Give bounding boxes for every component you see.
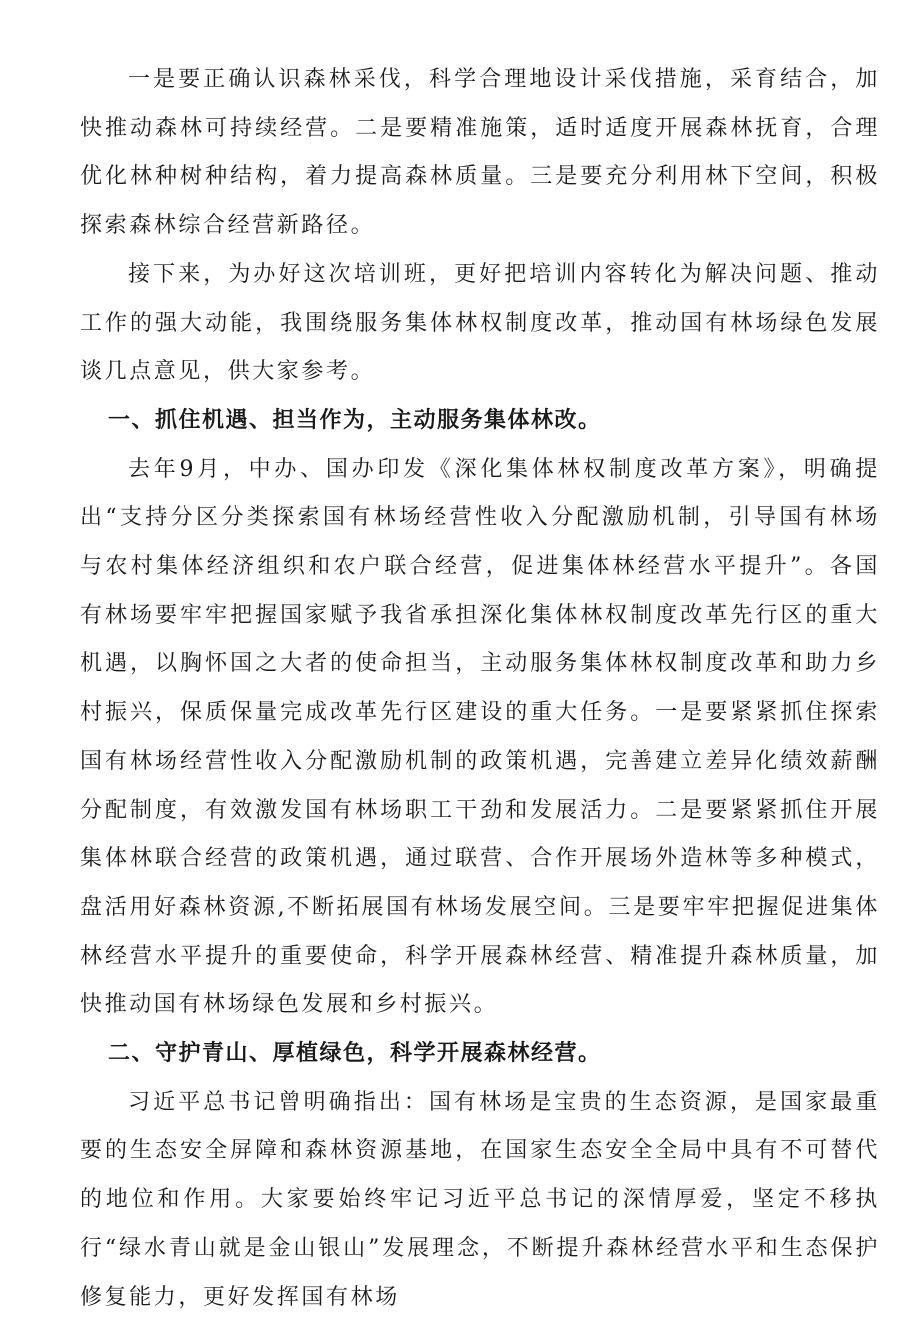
paragraph-next-steps: 接下来，为办好这次培训班，更好把培训内容转化为解决问题、推动工作的强大动能，我围绕服务集体林权制度改革，推动国有林场绿色发展谈几点意见，供大家参考。 [80, 261, 880, 385]
document-body [80, 56, 880, 1322]
paragraph-ecological-security: 习近平总书记曾明确指出：国有林场是宝贵的生态资源，是国家最重要的生态安全屏障和森林资源基地，在国家生态安全全局中具有不可替代的地位和作用。大家要始终牢记习近平总书记的深情厚爱，坚定不移执行“绿水青山就是金山银山”发展理念，不断提升森林经营水平和生态保护修复能力，更好发挥国有林场 [80, 1089, 880, 1310]
section-heading-1: 一、抓住机遇、担当作为，主动服务集体林改。 [108, 407, 602, 433]
paragraph-forest-harvest: 一是要正确认识森林采伐，科学合理地设计采伐措施，采育结合，加快推动森林可持续经营。二是要精准施策，适时适度开展森林抚育，合理优化林种树种结构，着力提高森林质量。三是要充分利用林下空间，积极探索森林综合经营新路径。 [80, 67, 880, 239]
section-heading-2: 二、守护青山、厚植绿色，科学开展森林经营。 [108, 1041, 602, 1067]
paragraph-reform-plan: 去年9月，中办、国办印发《深化集体林权制度改革方案》，明确提出“支持分区分类探索国有林场经营性收入分配激励机制，引导国有林场与农村集体经济组织和农户联合经营，促进集体林经营水平提升”。各国有林场要牢牢把握国家赋予我省承担深化集体林权制度改革先行区的重大机遇，以胸怀国之大者的使命担当，主动服务集体林权制度改革和助力乡村振兴，保质保量完成改革先行区建设的重大任务。一是要紧紧抓住探索国有林场经营性收入分配激励机制的政策机遇，完善建立差异化绩效薪酬分配制度，有效激发国有林场职工干劲和发展活力。二是要紧紧抓住开展集体林联合经营的政策机遇，通过联营、合作开展场外造林等多种模式，盘活用好森林资源,不断拓展国有林场发展空间。三是要牢牢把握促进集体林经营水平提升的重要使命，科学开展森林经营、精准提升森林质量，加快推动国有林场绿色发展和乡村振兴。 [80, 456, 880, 1018]
